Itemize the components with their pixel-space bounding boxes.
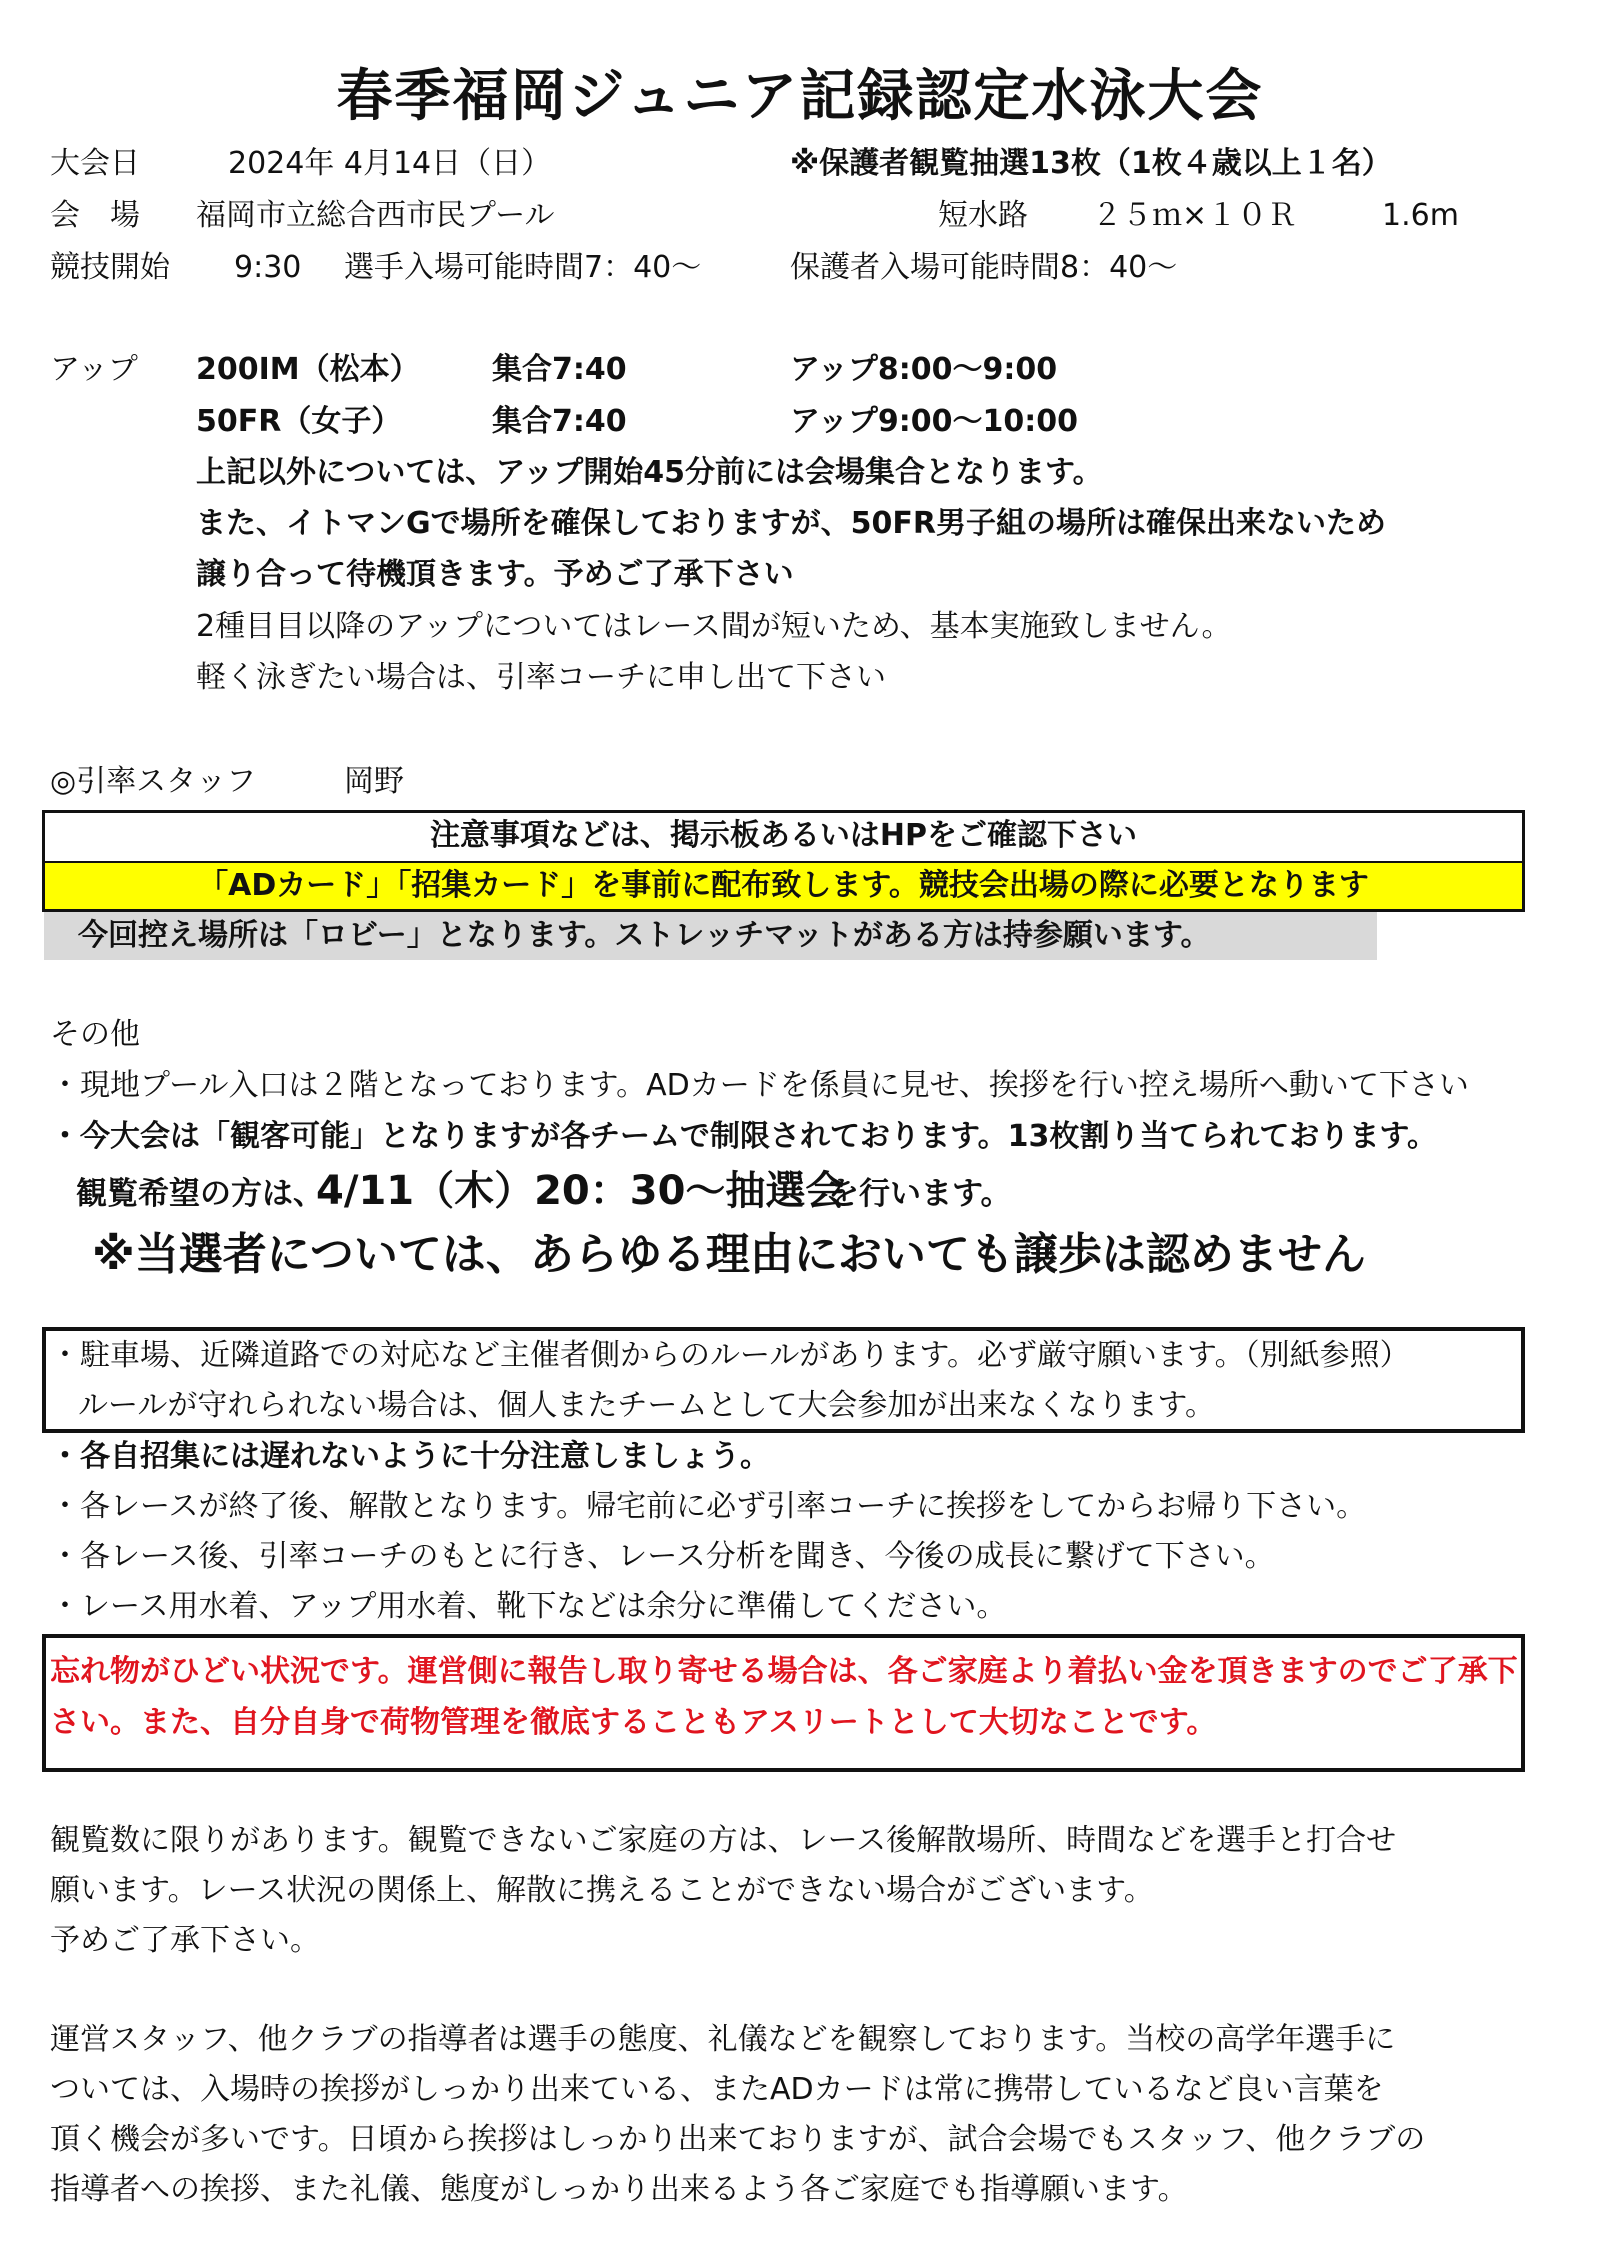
paragraph-line: 予めご了承下さい。: [50, 1923, 320, 1958]
swimmer-entry: 選手入場可能時間7：40～: [344, 250, 702, 285]
other-item: ・現地プール入口は２階となっております。ADカードを係員に見せ、挨拶を行い控え場所へ動いて下さい: [50, 1068, 1469, 1103]
bullet-item: ・各レース後、引率コーチのもとに行き、レース分析を聞き、今後の成長に繋げて下さい。: [50, 1539, 1275, 1574]
date-value: 2024年 4月14日（日）: [228, 146, 552, 181]
parking-line-2: ルールが守れられない場合は、個人またチームとして大会参加が出来なくなります。: [78, 1388, 1215, 1423]
warmup-meet: 集合7:40: [492, 404, 627, 439]
lottery-warning: ※当選者については、あらゆる理由においても譲歩は認めません: [92, 1229, 1366, 1280]
warmup-time: アップ9:00～10:00: [790, 404, 1079, 439]
paragraph-line: 頂く機会が多いです。日頃から挨拶はしっかり出来ておりますが、試合会場でもスタッフ、他クラブの: [50, 2122, 1426, 2157]
warmup-note: 譲り合って待機頂きます。予めご了承下さい: [196, 557, 794, 592]
lottery-suffix: を行います。: [828, 1176, 1012, 1212]
paragraph-line: 指導者への挨拶、また礼儀、態度がしっかり出来るよう各ご家庭でも指導願います。: [50, 2172, 1188, 2207]
staff-name: 岡野: [344, 764, 404, 799]
paragraph-line: 観覧数に限りがあります。観覧できないご家庭の方は、レース後解散場所、時間などを選手と打合せ: [50, 1823, 1397, 1858]
notice-line-3: 今回控え場所は「ロビー」となります。ストレッチマットがある方は持参願います。: [78, 918, 1211, 953]
date-label: 大会日: [50, 146, 140, 181]
guardian-entry: 保護者入場可能時間8：40～: [790, 250, 1178, 285]
lost-items-line-1: 忘れ物がひどい状況です。運営側に報告し取り寄せる場合は、各ご家庭より着払い金を頂きますのでご了承下: [50, 1654, 1518, 1689]
warmup-note: 上記以外については、アップ開始45分前には会場集合となります。: [196, 455, 1103, 490]
warmup-label: アップ: [50, 352, 138, 387]
page-title: 春季福岡ジュニア記録認定水泳大会: [336, 64, 1264, 129]
start-label: 競技開始: [50, 250, 170, 285]
other-item: ・今大会は「観客可能」となりますが各チームで制限されております。13枚割り当てられております。: [50, 1119, 1437, 1154]
paragraph-line: 願います。レース状況の関係上、解散に携えることができない場合がございます。: [50, 1873, 1154, 1908]
bullet-item: ・レース用水着、アップ用水着、靴下などは余分に準備してください。: [50, 1589, 1007, 1624]
paragraph-line: ついては、入場時の挨拶がしっかり出来ている、またADカードは常に携帯しているなど良い言葉を: [50, 2072, 1384, 2107]
pool-depth: 1.6m: [1382, 198, 1459, 233]
warmup-note: また、イトマンGで場所を確保しておりますが、50FR男子組の場所は確保出来ないため: [196, 506, 1386, 541]
pool-label: 短水路: [938, 198, 1028, 233]
venue-label: 会 場: [50, 198, 140, 233]
bullet-item: ・各レースが終了後、解散となります。帰宅前に必ず引率コーチに挨拶をしてからお帰り下さい。: [50, 1489, 1367, 1524]
warmup-note: 軽く泳ぎたい場合は、引率コーチに申し出て下さい: [196, 660, 886, 695]
staff-label: ◎引率スタッフ: [50, 764, 257, 799]
warmup-note: 2種目目以降のアップについてはレース間が短いため、基本実施致しません。: [196, 609, 1232, 644]
notice-line-1: 注意事項などは、掲示板あるいはHPをご確認下さい: [429, 818, 1138, 853]
notice-line-2: 「ADカード」「招集カード」を事前に配布致します。競技会出場の際に必要となります: [198, 868, 1369, 903]
warmup-event: 200IM（松本）: [196, 352, 420, 387]
lottery-prefix: 観覧希望の方は、: [76, 1176, 324, 1212]
lottery-note: ※保護者観覧抽選13枚（1枚４歳以上１名）: [790, 146, 1392, 181]
warmup-event: 50FR（女子）: [196, 404, 402, 439]
lost-items-line-2: さい。また、自分自身で荷物管理を徹底することもアスリートとして大切なことです。: [50, 1705, 1217, 1740]
other-label: その他: [50, 1017, 140, 1052]
paragraph-line: 運営スタッフ、他クラブの指導者は選手の態度、礼儀などを観察しております。当校の高学年選手に: [50, 2022, 1396, 2057]
lottery-datetime: 4/11（木）20：30～抽選会: [316, 1168, 846, 1214]
bullet-item: ・各自招集には遅れないように十分注意しましょう。: [50, 1439, 770, 1474]
pool-value: ２５ｍ×１０Ｒ: [1092, 198, 1298, 233]
warmup-time: アップ8:00～9:00: [790, 352, 1058, 387]
warmup-meet: 集合7:40: [492, 352, 627, 387]
start-time: 9:30: [234, 250, 302, 285]
venue-value: 福岡市立総合西市民プール: [196, 198, 555, 233]
parking-line-1: ・駐車場、近隣道路での対応など主催者側からのルールがあります。必ず厳守願います。（別紙参照）: [50, 1338, 1410, 1373]
